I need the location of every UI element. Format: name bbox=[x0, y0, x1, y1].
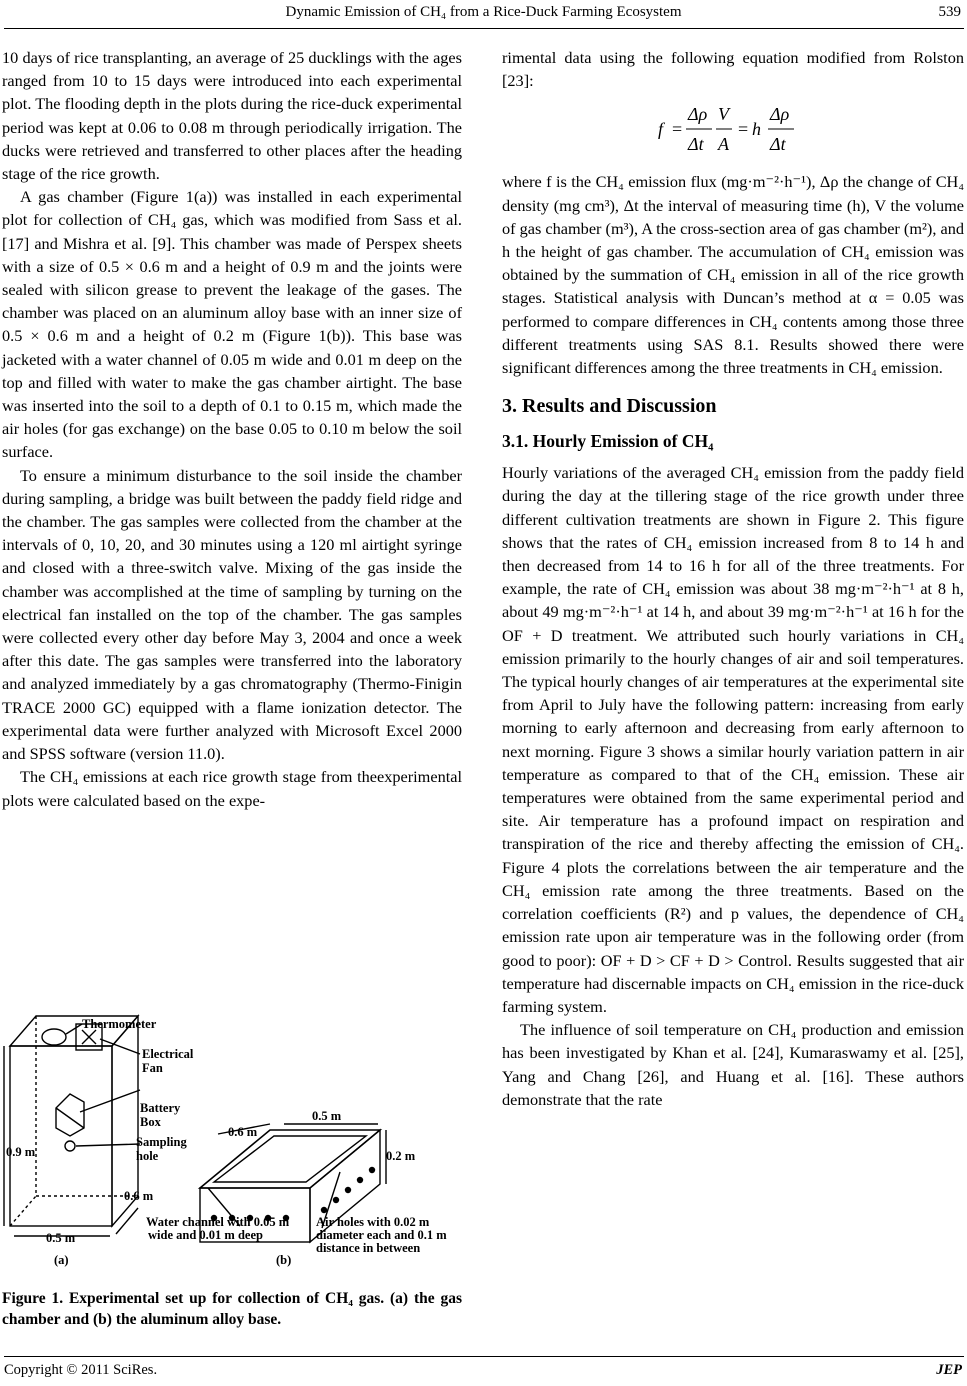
figure-1 bbox=[0, 1012, 468, 1270]
eq-den-2: A bbox=[718, 134, 729, 155]
paragraph: where f is the CH₄ emission flux (mg·m⁻²·h⁻¹), Δρ the change of CH₄ density (mg cm³), Δt the interval of measuring time (h), V the volume of gas chamber (m³), A the cross-section area of gas chamber (m²), and h the height of gas chamber. The accumulation of CH₄ emission was obtained by the summation of CH₄ emission in all of the rice growth stages. Statistical analysis with Duncan’s method at α = 0.05 was performed to compare differences in CH₄ contents among those three different treatments using SAS 8.1. Results showed there were significant differences among the three treatments in CH₄ emission. bbox=[502, 172, 964, 378]
equation-drawing bbox=[652, 98, 812, 160]
eq-den-1: Δt bbox=[688, 134, 704, 155]
footer bbox=[4, 1362, 962, 1379]
label-air-3: distance in between bbox=[316, 1241, 421, 1255]
dim-0-6-a: 0.6 m bbox=[124, 1189, 154, 1203]
eq-f: f bbox=[658, 119, 664, 140]
paragraph: The influence of soil temperature on CH₄ production and emission has been investigated by Khan et al. [24], Kumaraswamy et al. [25], Yang and Chang [26], and Huang et al. [16]. These authors demonstrate that the rate bbox=[502, 1020, 964, 1109]
label-water-1: Water channel with 0.05 m bbox=[146, 1215, 290, 1229]
eq-den-3: Δt bbox=[770, 134, 786, 155]
equation bbox=[502, 98, 964, 160]
label-air-2: diameter each and 0.1 m bbox=[316, 1228, 447, 1242]
label-air-1: Air holes with 0.02 m bbox=[316, 1215, 430, 1229]
paragraph: rimental data using the following equation modified from Rolston [23]: bbox=[502, 48, 964, 91]
journal-abbrev: JEP bbox=[936, 1362, 962, 1378]
paragraph: 10 days of rice transplanting, an average of 25 ducklings with the ages ranged from 10 to 15 days were introduced into each experimental plot. The flooding depth in the plots during the rice-duck experimental period was kept at 0.06 to 0.08 m through periodically irrigation. The ducks were retrieved and transferred to other places after the heading stage of the rice growth. bbox=[2, 48, 462, 184]
copyright: Copyright © 2011 SciRes. bbox=[4, 1362, 158, 1378]
label-sampling-1: Sampling bbox=[136, 1135, 187, 1149]
dim-0-6-b: 0.6 m bbox=[228, 1125, 258, 1139]
paragraph: The CH₄ emissions at each rice growth stage from theexperimental plots were calculated based on the expe- bbox=[2, 767, 462, 810]
section-heading: 3. Results and Discussion bbox=[502, 395, 717, 418]
header-rule bbox=[4, 28, 964, 29]
page-number: 539 bbox=[938, 4, 961, 20]
label-fan-1: Electrical bbox=[142, 1047, 194, 1061]
subsection-heading: 3.1. Hourly Emission of CH₄ bbox=[502, 431, 714, 452]
label-battery-2: Box bbox=[140, 1115, 161, 1129]
figure-1-drawing bbox=[0, 1012, 468, 1270]
eq-num-3: Δρ bbox=[770, 104, 790, 125]
running-title: Dynamic Emission of CH₄ from a Rice-Duck Farming Ecosystem bbox=[285, 4, 682, 20]
label-sampling-2: hole bbox=[136, 1149, 159, 1163]
eq-equals-2: = bbox=[738, 119, 749, 140]
running-header bbox=[0, 4, 967, 24]
dim-0-5-b: 0.5 m bbox=[312, 1109, 342, 1123]
dim-0-5-a: 0.5 m bbox=[46, 1231, 76, 1245]
eq-h: h bbox=[752, 119, 761, 140]
label-fan-2: Fan bbox=[142, 1061, 163, 1075]
label-a: (a) bbox=[54, 1253, 69, 1267]
eq-num-1: Δρ bbox=[688, 104, 708, 125]
paragraph: To ensure a minimum disturbance to the soil inside the chamber during sampling, a bridge was built between the paddy field ridge and the chamber. The gas samples were collected from the chamber at the intervals of 0, 10, 20, and 30 minutes using a 120 ml airtight syringe and closed with a three-switch valve. Mixing of the gas inside the chamber was accomplished at the time of sampling by turning on the electrical fan installed on the top of the chamber. The gas samples were collected every other day before May 3, 2004 and once a week after this date. The gas samples were transferred into the laboratory and analyzed immediately by a gas chromatography (Thermo-Finigin TRACE 2000 GC) equipped with a flame ionization detector. The experimental data were further analyzed with Microsoft Excel 2000 and SPSS software (version 11.0). bbox=[2, 465, 462, 764]
figure-caption: Figure 1. Experimental set up for collection of CH₄ gas. (a) the gas chamber and (b) the aluminum alloy base. bbox=[2, 1290, 462, 1328]
eq-num-2: V bbox=[718, 104, 729, 125]
paragraph: A gas chamber (Figure 1(a)) was installed in each experimental plot for collection of CH₄ gas, which was modified from Sass et al. [17] and Mishra et al. [9]. This chamber was made of Perspex sheets with a size of 0.5 × 0.6 m and a height of 0.9 m and the joints were sealed with silicon grease to prevent the leakage of the gases. The chamber was placed on an aluminum alloy base with an inner size of 0.5 × 0.6 m and a height of 0.2 m (Figure 1(b)). This base was jacketed with a water channel of 0.05 m wide and 0.01 m deep on the top and filled with water to make the gas chamber airtight. The base was inserted into the soil to a depth of 0.1 to 0.15 m, which made the air holes (for gas exchange) on the base 0.05 to 0.10 m below the soil surface. bbox=[2, 187, 462, 462]
label-thermometer: Thermometer bbox=[82, 1017, 157, 1031]
label-battery-1: Battery bbox=[140, 1101, 181, 1115]
dim-0-9: 0.9 m bbox=[6, 1145, 36, 1159]
left-column bbox=[2, 46, 462, 812]
paragraph: Hourly variations of the averaged CH₄ emission from the paddy field during the day at the tillering stage of the rice growth under three different cultivation treatments are shown in Figure 2. This figure shows that the rates of CH₄ emission increased from 8 to 14 h and then decreased from 14 to 16 h for all of the three treatments. For example, the rate of CH₄ emission was about 38 mg·m⁻²·h⁻¹ at 8 h, about 49 mg·m⁻²·h⁻¹ at 14 h, and about 39 mg·m⁻²·h⁻¹ at 16 h for the OF + D treatment. We attributed such hourly variations in CH₄ emission primarily to the hourly changes of air and soil temperatures. The typical hourly changes of air temperatures at the experimental site from April to July have the following pattern: increasing from early morning to early afternoon and decreasing from early afternoon to next morning. Figure 3 shows a similar hourly variation pattern in air temperature as compared to that of the CH₄ emission. These air temperatures were obtained from the same experimental period and site. Air temperature has a profound impact on respiration and transpiration of the rice and thereby affecting the emission of CH₄. Figure 4 plots the correlations between the air temperature and the CH₄ emission rate among the three treatments. Based on the correlation coefficients (R²) and p values, the dependence of CH₄ emission rate upon air temperature was in the following order (from good to poor): OF + D > CF + D > Control. Results suggested that air temperature had discernable impacts on CH₄ emission in the rice-duck farming system. bbox=[502, 463, 964, 1016]
right-column bbox=[502, 46, 964, 1111]
label-b: (b) bbox=[276, 1253, 292, 1267]
eq-equals-1: = bbox=[672, 119, 683, 140]
label-water-2: wide and 0.01 m deep bbox=[148, 1228, 263, 1242]
footer-rule bbox=[4, 1356, 964, 1357]
dim-0-2: 0.2 m bbox=[386, 1149, 416, 1163]
